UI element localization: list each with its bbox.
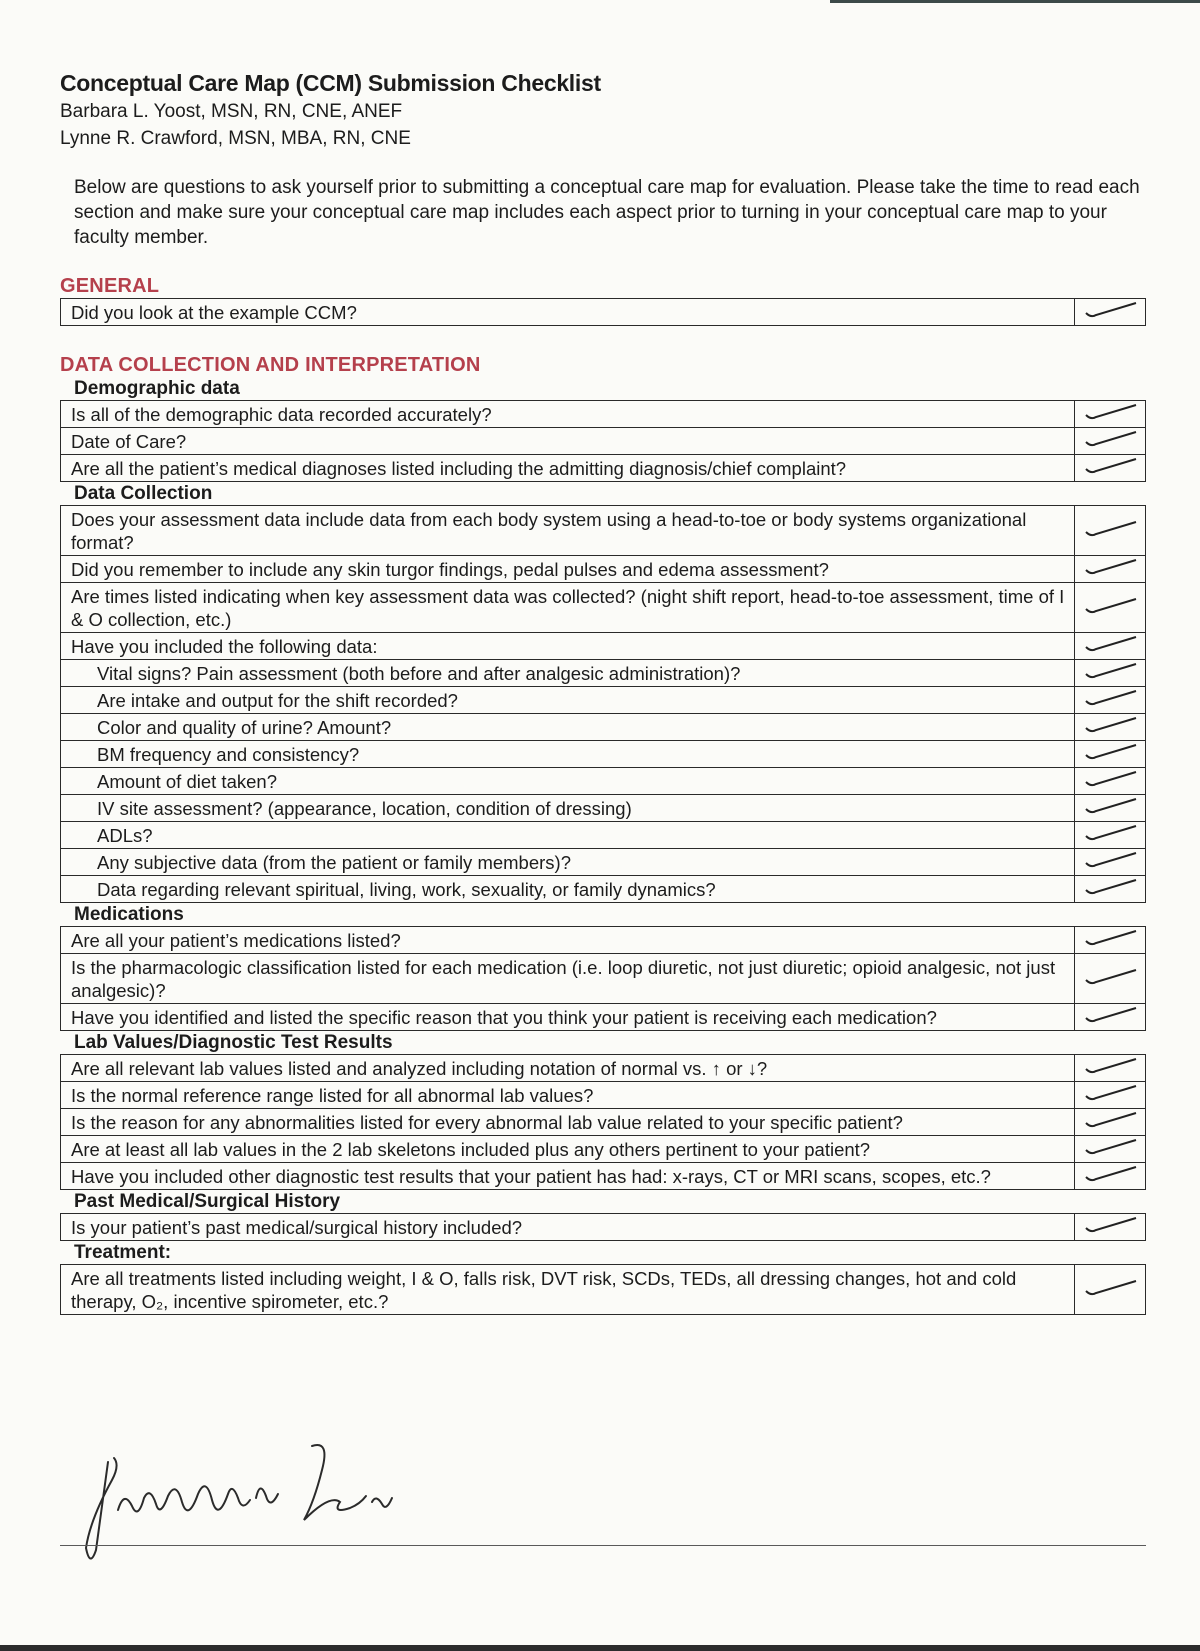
checkbox-cell[interactable] [1075,455,1146,482]
checkmark-icon [1078,1006,1142,1028]
question-text: Is the normal reference range listed for all abnormal lab values? [61,1082,1075,1109]
checkmark-icon [1078,1279,1142,1301]
checklist-row [61,1055,1146,1082]
general-table [60,298,1146,326]
checkbox-cell[interactable] [1075,687,1146,714]
checkbox-cell[interactable] [1075,714,1146,741]
demographic-table [60,400,1146,482]
checklist-row [61,849,1146,876]
checkmark-icon [1078,403,1142,425]
checkbox-cell[interactable] [1075,795,1146,822]
checkmark-icon [1078,797,1142,819]
checkbox-cell[interactable] [1075,1265,1146,1315]
checkmark-icon [1078,1084,1142,1106]
question-text: Vital signs? Pain assessment (both before and after analgesic administration)? [61,660,1075,687]
checkbox-cell[interactable] [1075,428,1146,455]
handwritten-signature [60,1410,1060,1560]
data-collection-table [60,505,1146,903]
checkmark-icon [1078,689,1142,711]
section-general-title: GENERAL [60,275,160,297]
checklist-row [61,401,1146,428]
question-text: Amount of diet taken? [61,768,1075,795]
question-text: Color and quality of urine? Amount? [61,714,1075,741]
checklist-row [61,1163,1146,1190]
question-text: ADLs? [61,822,1075,849]
checkmark-icon [1078,662,1142,684]
checkbox-cell[interactable] [1075,660,1146,687]
subsection-treatment-title: Treatment: [74,1242,172,1263]
question-text: Does your assessment data include data from each body system using a head-to-toe or body systems organizational format? [61,506,1075,556]
question-text: Date of Care? [61,428,1075,455]
checklist-row [61,428,1146,455]
checkbox-cell[interactable] [1075,1163,1146,1190]
checkmark-icon [1078,520,1142,542]
checklist-row [61,954,1146,1004]
question-text: Did you look at the example CCM? [61,299,1075,326]
question-text: Is your patient’s past medical/surgical history included? [61,1214,1075,1241]
checkmark-icon [1078,457,1142,479]
question-text: Data regarding relevant spiritual, living, work, sexuality, or family dynamics? [61,876,1075,903]
question-text: Are all your patient’s medications listed? [61,927,1075,954]
subsection-medications-title: Medications [74,904,184,925]
treatment-table [60,1264,1146,1315]
checkmark-icon [1078,968,1142,990]
checkbox-cell[interactable] [1075,1082,1146,1109]
checklist-row [61,455,1146,482]
checkbox-cell[interactable] [1075,556,1146,583]
checkmark-icon [1078,1057,1142,1079]
question-text: Are times listed indicating when key assessment data was collected? (night shift report, head-to-toe assessment, time of I & O collection, etc.) [61,583,1075,633]
question-text: Are at least all lab values in the 2 lab skeletons included plus any others pertinent to your patient? [61,1136,1075,1163]
checklist-row [61,1265,1146,1315]
checklist-row [61,633,1146,660]
checklist-row [61,741,1146,768]
checkmark-icon [1078,1165,1142,1187]
question-text: Are all treatments listed including weight, I & O, falls risk, DVT risk, SCDs, TEDs, all dressing changes, hot and cold therapy, O₂, incentive spirometer, etc.? [61,1265,1075,1315]
checkbox-cell[interactable] [1075,1055,1146,1082]
checklist-row [61,822,1146,849]
checkmark-icon [1078,824,1142,846]
checklist-row [61,506,1146,556]
author-1: Barbara L. Yoost, MSN, RN, CNE, ANEF [60,101,403,122]
checkbox-cell[interactable] [1075,1214,1146,1241]
checkmark-icon [1078,635,1142,657]
intro-paragraph: Below are questions to ask yourself prior to submitting a conceptual care map for evaluation. Please take the time to read each section and make sure your conceptual care map includes each aspect prior to turning in your conceptual care map to your faculty member. [74,177,1140,248]
question-text: BM frequency and consistency? [61,741,1075,768]
question-text: Any subjective data (from the patient or family members)? [61,849,1075,876]
checklist-row [61,299,1146,326]
document-title: Conceptual Care Map (CCM) Submission Checklist [60,70,601,96]
checklist-page [60,68,1146,1315]
checkmark-icon [1078,716,1142,738]
subsection-history-title: Past Medical/Surgical History [74,1191,341,1212]
checkmark-icon [1078,301,1142,323]
checkbox-cell[interactable] [1075,927,1146,954]
scan-edge-top [830,0,1200,3]
checklist-row [61,714,1146,741]
question-text: Are intake and output for the shift recorded? [61,687,1075,714]
checkmark-icon [1078,770,1142,792]
history-table [60,1213,1146,1241]
question-text: IV site assessment? (appearance, location, condition of dressing) [61,795,1075,822]
checkmark-icon [1078,851,1142,873]
checkmark-icon [1078,1111,1142,1133]
checkbox-cell[interactable] [1075,1109,1146,1136]
subsection-demographic-title: Demographic data [74,378,240,399]
checkbox-cell[interactable] [1075,768,1146,795]
signature-icon [60,1410,660,1560]
subsection-data-collection-title: Data Collection [74,483,213,504]
question-text: Are all relevant lab values listed and analyzed including notation of normal vs. ↑ or ↓? [61,1055,1075,1082]
checkmark-icon [1078,430,1142,452]
checklist-row [61,768,1146,795]
question-text: Have you included the following data: [61,633,1075,660]
checkbox-cell[interactable] [1075,401,1146,428]
checkmark-icon [1078,558,1142,580]
checklist-row [61,660,1146,687]
question-text: Is all of the demographic data recorded accurately? [61,401,1075,428]
checkmark-icon [1078,1216,1142,1238]
checkbox-cell[interactable] [1075,849,1146,876]
checkbox-cell[interactable] [1075,506,1146,556]
checklist-row [61,795,1146,822]
checklist-row [61,583,1146,633]
checkbox-cell[interactable] [1075,954,1146,1004]
checkmark-icon [1078,597,1142,619]
checkbox-cell[interactable] [1075,299,1146,326]
checkbox-cell[interactable] [1075,583,1146,633]
checkbox-cell[interactable] [1075,822,1146,849]
subsection-lab-values-title: Lab Values/Diagnostic Test Results [74,1032,393,1053]
lab-values-table [60,1054,1146,1190]
medications-table [60,926,1146,1031]
checkbox-cell[interactable] [1075,876,1146,903]
checklist-row [61,927,1146,954]
checkbox-cell[interactable] [1075,633,1146,660]
checkbox-cell[interactable] [1075,1004,1146,1031]
author-2: Lynne R. Crawford, MSN, MBA, RN, CNE [60,128,411,149]
checklist-row [61,556,1146,583]
checkmark-icon [1078,743,1142,765]
checkmark-icon [1078,1138,1142,1160]
checkmark-icon [1078,878,1142,900]
question-text: Is the pharmacologic classification listed for each medication (i.e. loop diuretic, not just diuretic; opioid analgesic, not just analgesic)? [61,954,1075,1004]
checklist-row [61,1136,1146,1163]
checklist-row [61,1082,1146,1109]
checklist-row [61,1214,1146,1241]
checklist-row [61,876,1146,903]
checklist-row [61,1109,1146,1136]
checkmark-icon [1078,929,1142,951]
question-text: Have you identified and listed the specific reason that you think your patient is receiving each medication? [61,1004,1075,1031]
checklist-row [61,687,1146,714]
signature-line [60,1545,1146,1546]
scan-edge-bottom [0,1645,1200,1651]
question-text: Is the reason for any abnormalities listed for every abnormal lab value related to your specific patient? [61,1109,1075,1136]
checklist-row [61,1004,1146,1031]
section-data-title: DATA COLLECTION AND INTERPRETATION [60,354,481,376]
question-text: Are all the patient’s medical diagnoses listed including the admitting diagnosis/chief complaint? [61,455,1075,482]
checkbox-cell[interactable] [1075,1136,1146,1163]
question-text: Did you remember to include any skin turgor findings, pedal pulses and edema assessment? [61,556,1075,583]
checkbox-cell[interactable] [1075,741,1146,768]
question-text: Have you included other diagnostic test results that your patient has had: x-rays, CT or MRI scans, scopes, etc.? [61,1163,1075,1190]
